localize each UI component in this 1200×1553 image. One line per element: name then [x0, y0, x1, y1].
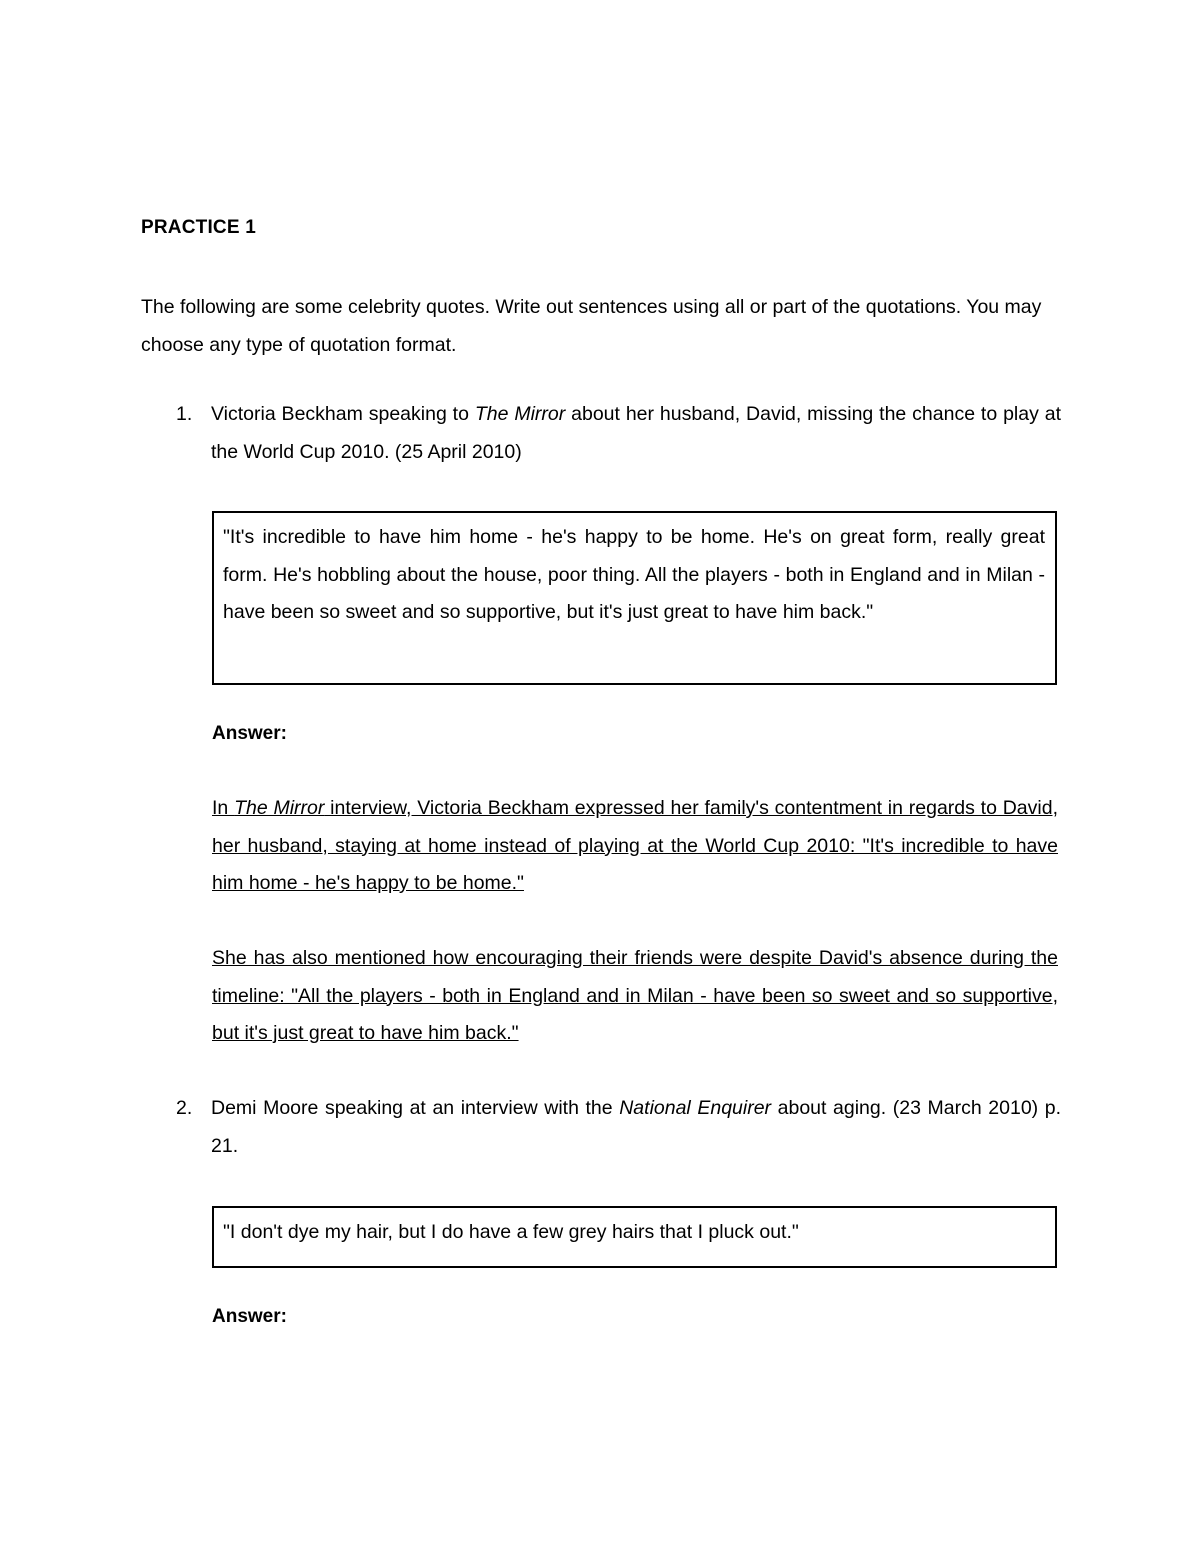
- question-1: [141, 396, 1071, 476]
- answer-text: interview, Victoria Beckham expressed her family's contentment in regards to David, her husband, staying at home instead of playing at the World Cup 2010: "It's incredible to have him home - he's happy to be home.": [212, 797, 1058, 894]
- prompt-text: Victoria Beckham speaking to: [211, 403, 475, 425]
- instructions-paragraph: The following are some celebrity quotes. Write out sentences using all or part of the quotations. You may choose any type of quotation format.: [141, 296, 1042, 356]
- prompt-text: about aging. (23 March 2010) p. 21.: [211, 1097, 1062, 1157]
- answer-label-2: Answer:: [212, 1306, 287, 1327]
- answer-label-1: Answer:: [212, 723, 287, 744]
- quote-box-2: "I don't dye my hair, but I do have a few grey hairs that I pluck out.": [212, 1206, 1057, 1268]
- question-prompt: [211, 396, 1061, 471]
- question-number: 1.: [176, 403, 193, 425]
- answer-paragraph-1a: [212, 790, 1058, 903]
- question-2: [141, 1090, 1071, 1170]
- answer-paragraph-1b: She has also mentioned how encouraging their friends were despite David's absence during the timeline: "All the players - both in England and in Milan - have been so sweet and so supportive, but it's just great to have him back.": [212, 947, 1058, 1044]
- page-title: PRACTICE 1: [141, 217, 256, 238]
- question-number: 2.: [176, 1097, 193, 1119]
- prompt-text: Demi Moore speaking at an interview with the: [211, 1097, 620, 1119]
- publication-title: The Mirror: [234, 797, 325, 819]
- question-prompt: [211, 1090, 1061, 1165]
- quote-box-1: "It's incredible to have him home - he's happy to be home. He's on great form, really great form. He's hobbling about the house, poor thing. All the players - both in England and in Milan - have been so sweet and so supportive, but it's just great to have him back.": [212, 511, 1057, 685]
- publication-title: National Enquirer: [619, 1097, 772, 1119]
- prompt-text: about her husband, David, missing the chance to play at the World Cup 2010. (25 April 2010): [211, 403, 1062, 463]
- publication-title: The Mirror: [474, 403, 566, 425]
- answer-text: In: [212, 797, 235, 819]
